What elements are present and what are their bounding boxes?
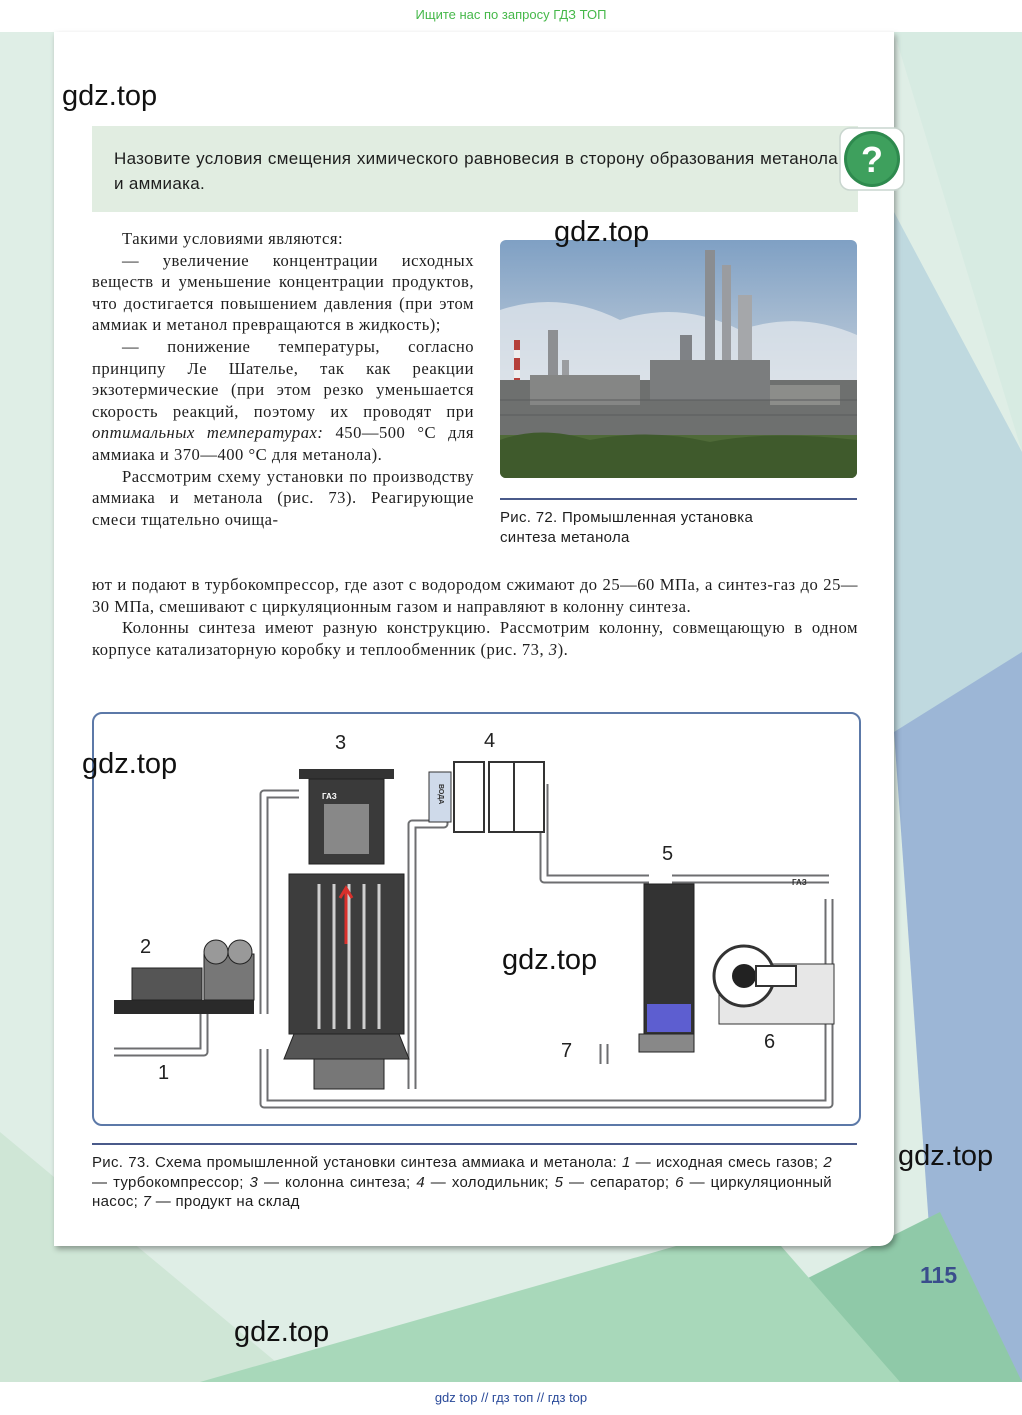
diagram-label: 2 — [140, 936, 152, 958]
paragraph: — понижение температуры, согласно принципу Ле Шателье, так как реакции экзотермические (при этом резко уменьшается скорость реакций, поэтому их проводят при оптимальных температурах: 450—500 °С для аммиака и 370—400 °С для метанола). — [92, 336, 474, 464]
paragraph: Колонны синтеза имеют разную конструкцию. Рассмотрим колонну, совмещающую в одном корпусе катализаторную коробку и теплообменник (рис. 73, 3). — [92, 618, 858, 659]
question-text: Назовите условия смещения химического равновесия в сторону образования метанола и аммиака. — [114, 149, 838, 193]
watermark: gdz.top — [234, 1316, 330, 1348]
watermark: gdz.top — [502, 944, 598, 976]
paragraph: Такими условиями являются: — [122, 229, 344, 248]
water-label: ВОДА — [437, 784, 444, 805]
question-mark-icon — [838, 126, 906, 192]
footer-links[interactable]: gdz top // гдз топ // гдз top — [434, 1390, 588, 1405]
gas-label: ГАЗ — [792, 878, 807, 887]
fig73-caption: Рис. 73. Схема промышленной установки синтеза аммиака и метанола: 1 — исходная смесь газов; 2 — турбокомпрессор; 3 — колонна синтеза; 4 — холодильник; 5 — сепаратор; 6 — циркуляционный насос; 7 — продукт на склад — [92, 1154, 832, 1210]
paragraph: — увеличение концентрации исходных веществ и уменьшение концентрации продуктов, что достигается повышением давления (при этом аммиак и метанол превращаются в жидкость); — [92, 250, 474, 335]
watermark: gdz.top — [82, 748, 178, 780]
diagram-label: 1 — [158, 1062, 170, 1084]
gas-label: ГАЗ — [322, 792, 337, 801]
fig72-caption: Рис. 72. Промышленная установка синтеза метанола — [500, 509, 754, 546]
diagram-label: 7 — [561, 1040, 573, 1062]
watermark: gdz.top — [62, 80, 158, 112]
industrial-plant-photo — [500, 240, 857, 478]
diagram-label: 5 — [662, 843, 674, 865]
left-column-text — [92, 228, 474, 530]
page-number: 115 — [920, 1262, 958, 1288]
caption-rule — [500, 498, 857, 500]
synthesis-plant-diagram — [92, 712, 861, 1126]
paragraph: ют и подают в турбокомпрессор, где азот с водородом сжимают до 25—60 МПа, а синтез-газ до 25—30 МПа, смешивают с циркуляционным газом и направляют в колонну синтеза. — [92, 575, 858, 616]
watermark: gdz.top — [898, 1140, 994, 1172]
diagram-label: 3 — [335, 732, 347, 754]
full-width-text — [92, 574, 858, 660]
diagram-label: 4 — [484, 730, 496, 752]
diagram-label: 6 — [764, 1031, 776, 1053]
watermark: gdz.top — [554, 216, 650, 248]
caption-rule — [92, 1143, 857, 1145]
paragraph: Рассмотрим схему установки по производству аммиака и метанола (рис. 73). Реагирующие смеси тщательно очища- — [92, 466, 474, 529]
top-banner[interactable]: Ищите нас по запросу ГДЗ ТОП — [415, 7, 607, 22]
svg-text:?: ? — [861, 139, 883, 180]
